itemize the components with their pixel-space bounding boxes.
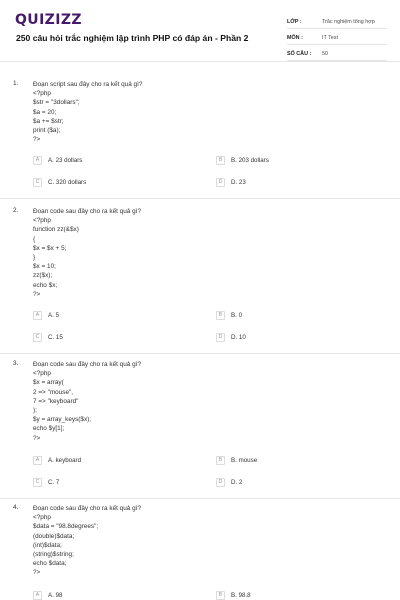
meta-label: SỐ CÂU : xyxy=(287,50,312,57)
option-letter-box: D xyxy=(216,178,225,187)
code-line: ?> xyxy=(33,290,41,298)
option-letter-box: D xyxy=(216,478,225,487)
option-b[interactable] xyxy=(216,454,386,466)
option-b[interactable] xyxy=(216,309,386,321)
meta-row-count xyxy=(287,47,387,61)
option-text: C. 15 xyxy=(48,333,63,341)
option-letter-box: A xyxy=(33,311,42,320)
question-number: 4. xyxy=(13,504,19,511)
meta-row-class xyxy=(287,15,387,29)
meta-box xyxy=(287,15,387,63)
option-text: C. 7 xyxy=(48,478,60,486)
code-line: $x = 10; xyxy=(33,263,56,271)
option-c[interactable] xyxy=(33,176,203,188)
code-line: ); xyxy=(33,407,37,415)
question-prompt: Đoạn code sau đây cho ra kết quả gì? xyxy=(33,361,142,368)
code-line: { xyxy=(33,235,36,243)
option-text: B. 98.8 xyxy=(231,591,251,599)
option-b[interactable] xyxy=(216,589,386,600)
meta-value: IT Test xyxy=(322,34,338,41)
code-line: echo $y[1]; xyxy=(33,425,65,433)
option-text: A. 98 xyxy=(48,591,63,599)
meta-label: LỚP : xyxy=(287,18,302,25)
option-letter-box: B xyxy=(216,591,225,600)
code-line: $x = array( xyxy=(33,379,64,387)
question-number: 2. xyxy=(13,207,19,214)
question-prompt: Đoạn code sau đây cho ra kết quả gì? xyxy=(33,208,142,215)
code-line: print ($a); xyxy=(33,127,61,135)
code-line: $a = 20; xyxy=(33,108,57,116)
code-line: (string)$string; xyxy=(33,551,74,559)
option-letter-box: A xyxy=(33,456,42,465)
option-d[interactable] xyxy=(216,331,386,343)
code-line: $str = "3dollars"; xyxy=(33,99,80,107)
question-prompt: Đoạn script sau đây cho ra kết quả gì? xyxy=(33,81,143,88)
option-text: D. 2 xyxy=(231,478,243,486)
code-line: <?php xyxy=(33,90,51,98)
meta-label: MÔN : xyxy=(287,34,303,41)
question-code xyxy=(33,513,373,577)
code-line: ?> xyxy=(33,569,41,577)
option-text: B. 0 xyxy=(231,311,243,319)
question-code xyxy=(33,369,373,443)
code-line: echo $x; xyxy=(33,281,58,289)
question-prompt: Đoạn code sau đây cho ra kết quả gì? xyxy=(33,505,142,512)
meta-row-subject xyxy=(287,31,387,45)
option-a[interactable] xyxy=(33,454,203,466)
code-line: 7 => "keyboard" xyxy=(33,397,79,405)
option-b[interactable] xyxy=(216,154,386,166)
question-code xyxy=(33,89,373,144)
questions-list xyxy=(0,68,400,600)
header xyxy=(0,0,400,62)
meta-value: Trắc nghiệm tổng hợp xyxy=(322,18,375,25)
code-line: ?> xyxy=(33,434,41,442)
meta-value: 50 xyxy=(322,50,328,57)
code-line: echo $data; xyxy=(33,560,67,568)
option-d[interactable] xyxy=(216,476,386,488)
option-text: B. 203 dollars xyxy=(231,156,269,164)
option-text: D. 10 xyxy=(231,333,246,341)
option-c[interactable] xyxy=(33,331,203,343)
option-a[interactable] xyxy=(33,309,203,321)
logo-wordmark: QUIZIZZ xyxy=(15,12,82,28)
question-divider xyxy=(0,198,400,199)
code-line: <?php xyxy=(33,217,51,225)
option-letter-box: C xyxy=(33,333,42,342)
option-c[interactable] xyxy=(33,476,203,488)
question-body xyxy=(33,207,373,299)
option-text: A. 5 xyxy=(48,311,60,319)
question-code xyxy=(33,216,373,299)
option-letter-box: B xyxy=(216,311,225,320)
code-line: zz($x); xyxy=(33,272,53,280)
option-a[interactable] xyxy=(33,589,203,600)
question-body xyxy=(33,80,373,144)
code-line: $data = "98.8degrees"; xyxy=(33,523,99,531)
code-line: ?> xyxy=(33,136,41,144)
option-text: B. mouse xyxy=(231,456,258,464)
code-line: <?php xyxy=(33,514,51,522)
question-divider xyxy=(0,498,400,499)
option-letter-box: C xyxy=(33,178,42,187)
code-line: } xyxy=(33,254,36,262)
option-letter-box: B xyxy=(216,456,225,465)
question-body xyxy=(33,504,373,578)
option-d[interactable] xyxy=(216,176,386,188)
option-letter-box: C xyxy=(33,478,42,487)
option-text: A. keyboard xyxy=(48,456,82,464)
code-line: $a += $str; xyxy=(33,117,64,125)
quizizz-logo xyxy=(15,12,82,28)
option-letter-box: A xyxy=(33,156,42,165)
question-number: 3. xyxy=(13,360,19,367)
question-number: 1. xyxy=(13,80,19,87)
question-divider xyxy=(0,353,400,354)
code-line: (int)$data; xyxy=(33,541,62,549)
code-line: (double)$data; xyxy=(33,532,75,540)
page-title: 250 câu hỏi trắc nghiệm lập trình PHP có đáp án - Phần 2 xyxy=(16,33,249,43)
option-letter-box: A xyxy=(33,591,42,600)
option-letter-box: D xyxy=(216,333,225,342)
question-body xyxy=(33,360,373,443)
option-letter-box: B xyxy=(216,156,225,165)
option-text: C. 320 dollars xyxy=(48,178,87,186)
option-text: A. 23 dollars xyxy=(48,156,83,164)
code-line: function zz(&$x) xyxy=(33,226,79,234)
code-line: <?php xyxy=(33,370,51,378)
code-line: 2 => "mouse", xyxy=(33,388,74,396)
code-line: $y = array_keys($x); xyxy=(33,416,92,424)
code-line: $x = $x + 5; xyxy=(33,244,67,252)
option-a[interactable] xyxy=(33,154,203,166)
option-text: D. 23 xyxy=(231,178,246,186)
